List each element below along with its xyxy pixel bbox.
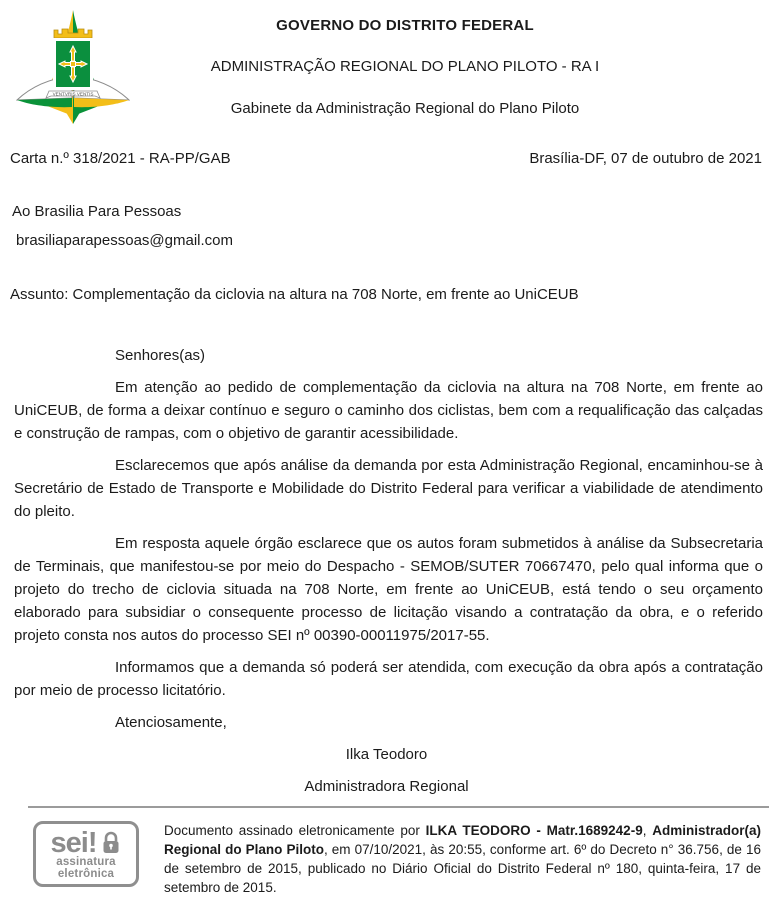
signature-text-segment: Documento assinado eletronicamente por xyxy=(164,823,426,838)
org-office: Gabinete da Administração Regional do Plano Piloto xyxy=(230,100,580,117)
signer-name: Ilka Teodoro xyxy=(345,746,428,763)
salutation: Senhores(as) xyxy=(115,347,206,364)
signature-signer-bold: ILKA TEODORO - Matr.1689242-9 xyxy=(425,823,643,838)
signature-text-segment: , em 07/10/2021, às 20:55, conforme art. 6º do Decreto n° 36.756, de 16 de setembro de 2015, publicado no Diário Oficial do Distrito Federal nº 180, quinta-feira, 17 de setembro de 2015. xyxy=(164,842,761,895)
document-number: Carta n.º 318/2021 - RA-PP/GAB xyxy=(10,150,231,167)
brasilia-coat-of-arms-logo xyxy=(16,8,130,124)
electronic-signature-footer xyxy=(0,821,773,897)
body-paragraph-2: Esclarecemos que após análise da demanda por esta Administração Regional, encaminhou-se à Secretário de Estado de Transporte e Mobilidade do Distrito Federal para verificar a viabilidade de atendimento do pleito. xyxy=(14,457,763,520)
recipient-email: brasiliaparapessoas@gmail.com xyxy=(16,232,233,249)
body-paragraph-4: Informamos que a demanda só poderá ser atendida, com execução da obra após a contratação por meio de processo licitatório. xyxy=(14,659,763,699)
subject-line: Assunto: Complementação da ciclovia na altura na 708 Norte, em frente ao UniCEUB xyxy=(10,286,579,303)
closing-line: Atenciosamente, xyxy=(115,714,227,731)
sei-wordmark: sei! xyxy=(50,826,97,859)
signer-role: Administradora Regional xyxy=(304,778,469,795)
logo-motto-text: VENTVRIS VENTIS xyxy=(52,91,94,97)
meta-row xyxy=(0,150,773,167)
org-name: GOVERNO DO DISTRITO FEDERAL xyxy=(276,17,534,34)
place-and-date: Brasília-DF, 07 de outubro de 2021 xyxy=(529,150,762,167)
sei-caption-line2: eletrônica xyxy=(57,868,115,880)
signature-text-segment: , xyxy=(642,823,653,838)
signature-role-bold: Administrador(a) Regional do Plano Piloto xyxy=(164,823,761,857)
signature-statement xyxy=(164,821,761,897)
sei-wordmark-row xyxy=(50,826,122,859)
body-paragraph-3: Em resposta aquele órgão esclarece que os autos foram submetidos à análise da Subsecretaria de Terminais, que manifestou-se por meio do Despacho - SEMOB/SUTER 70667470, pelo qual informa que o projeto do trecho de ciclovia situada na 708 Norte, em frente ao UniCEUB, está tendo o seu orçamento elaborado para subsidiar o consequente processo de licitação visando a contratação da obra, e o referido projeto consta nos autos do processo SEI nº 00390-00011975/2017-55. xyxy=(14,535,763,644)
sei-caption-line1: assinatura xyxy=(56,855,116,868)
org-unit: ADMINISTRAÇÃO REGIONAL DO PLANO PILOTO - RA I xyxy=(210,58,600,75)
body-paragraph-1: Em atenção ao pedido de complementação da ciclovia na altura na 708 Norte, em frente ao UniCEUB, de forma a deixar contínuo e seguro o caminho dos ciclistas, bem com a requalificação das calçadas e construção de rampas, com o objetivo de garantir acessibilidade. xyxy=(14,379,763,442)
footer-divider xyxy=(28,806,769,808)
padlock-icon xyxy=(101,831,121,855)
sei-signature-badge xyxy=(33,821,139,887)
recipient-name: Ao Brasilia Para Pessoas xyxy=(12,203,182,220)
brasilia-coat-of-arms-icon xyxy=(16,8,130,124)
